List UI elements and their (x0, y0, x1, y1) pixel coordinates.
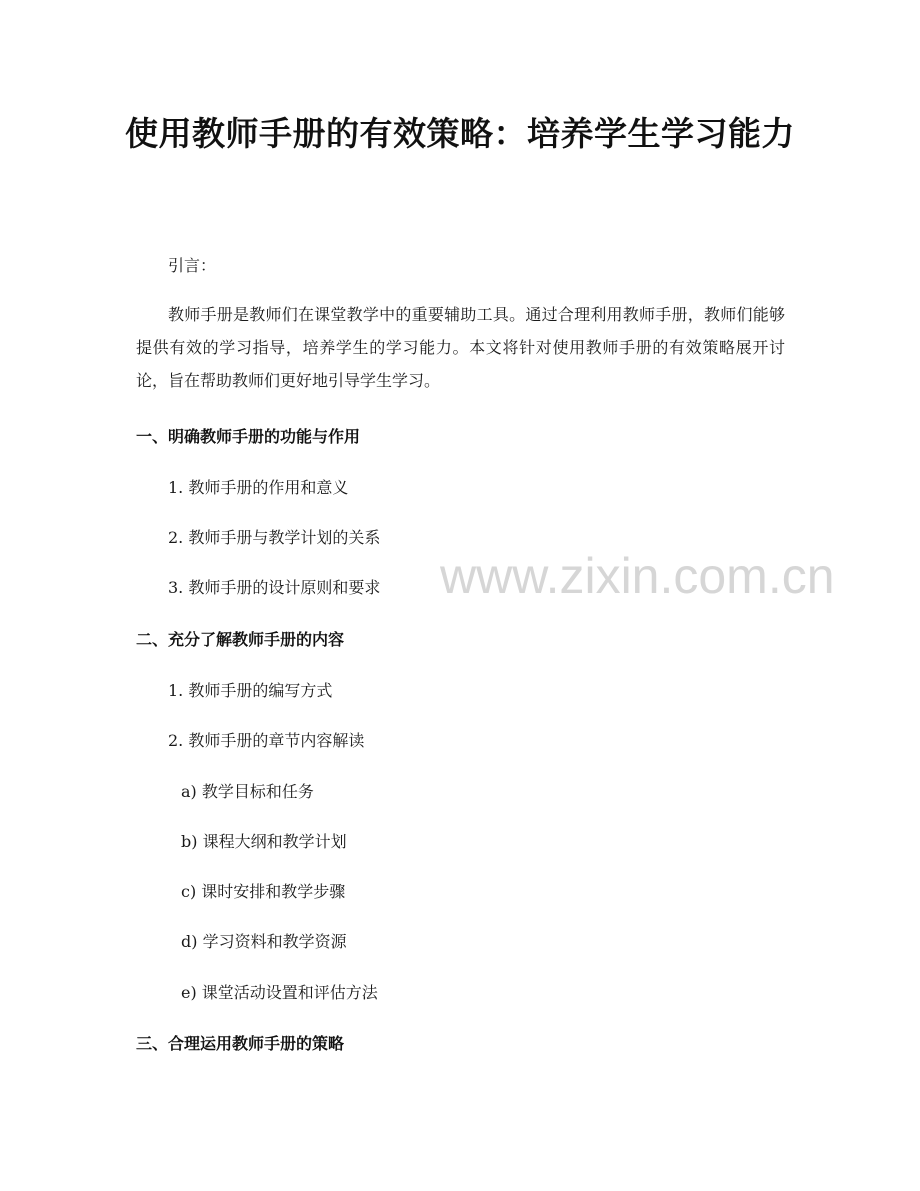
intro-label: 引言： (168, 256, 217, 275)
sub-list-item: a) 教学目标和任务 (181, 782, 314, 801)
section-heading-1: 一、明确教师手册的功能与作用 (136, 427, 361, 446)
sub-list-item: e) 课堂活动设置和评估方法 (181, 983, 378, 1002)
list-item: 1. 教师手册的编写方式 (168, 681, 333, 700)
section-heading-2: 二、充分了解教师手册的内容 (136, 630, 345, 649)
list-item: 3. 教师手册的设计原则和要求 (168, 578, 381, 597)
list-item: 2. 教师手册的章节内容解读 (168, 731, 365, 750)
list-item: 1. 教师手册的作用和意义 (168, 478, 349, 497)
intro-paragraph: 教师手册是教师们在课堂教学中的重要辅助工具。通过合理利用教师手册，教师们能够提供有效的学习指导，培养学生的学习能力。本文将针对使用教师手册的有效策略展开讨论，旨在帮助教师们更好地引导学生学习。 (136, 305, 785, 390)
sub-list-item: d) 学习资料和教学资源 (181, 932, 347, 951)
list-item: 2. 教师手册与教学计划的关系 (168, 528, 381, 547)
document-title: 使用教师手册的有效策略：培养学生学习能力 (125, 114, 795, 153)
sub-list-item: c) 课时安排和教学步骤 (181, 882, 346, 901)
section-heading-3: 三、合理运用教师手册的策略 (136, 1034, 345, 1053)
watermark: www.zixin.com.cn (440, 548, 835, 604)
sub-list-item: b) 课程大纲和教学计划 (181, 832, 347, 851)
